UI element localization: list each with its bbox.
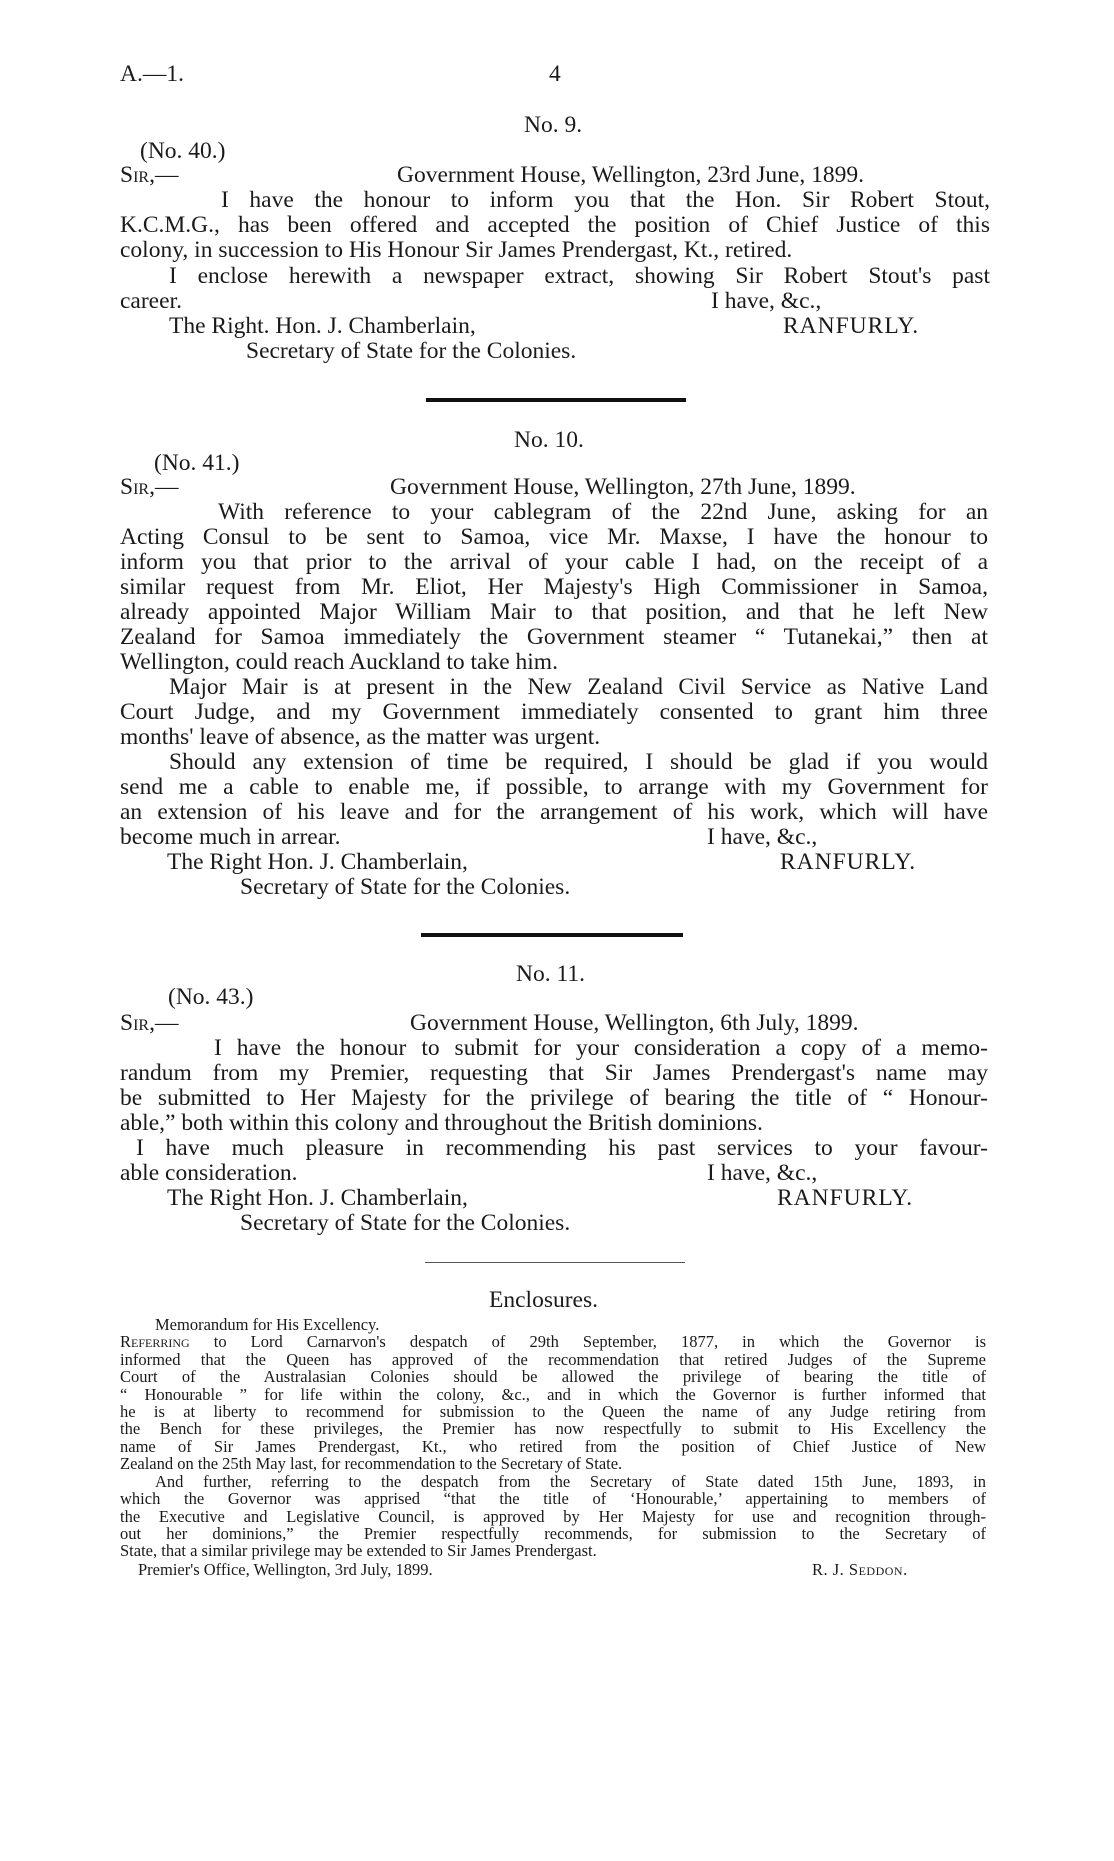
body-line: send me a cable to enable me, if possible, to arrange with my Government for [120,774,988,800]
enclosure-line: Zealand on the 25th May last, for recommendation to the Secretary of State. [120,1454,623,1473]
body-line: With reference to your cablegram of the 22nd June, asking for an [218,499,988,525]
enclosure-line: Referring to Lord Carnarvon's despatch of 29th September, 1877, in which the Governor is [120,1332,986,1351]
enclosure-line: State, that a similar privilege may be extended to Sir James Prendergast. [120,1541,597,1560]
letter-number: No. 10. [514,427,584,453]
body-line: Wellington, could reach Auckland to take him. [120,649,558,675]
body-line: I have the honour to submit for your consideration a copy of a memo- [214,1035,988,1061]
letter-number: No. 11. [516,961,585,987]
body-line: able,” both within this colony and throughout the British dominions. [120,1110,763,1136]
enclosures-heading: Enclosures. [489,1287,598,1313]
letter-ref: (No. 43.) [168,984,254,1010]
enclosure-line: the Executive and Legislative Council, is approved by Her Majesty for use and recognition through- [120,1507,986,1526]
addressee-title: Secretary of State for the Colonies. [240,874,571,900]
section-divider [426,398,686,402]
enclosure-line: Court of the Australasian Colonies should be allowed the privilege of bearing the title of [120,1367,986,1386]
enclosure-line: out her dominions,” the Premier respectfully recommends, for submission to the Secretary of [120,1524,986,1543]
signature: RANFURLY. [777,1185,914,1211]
signature: RANFURLY. [780,849,917,875]
body-line: I have much pleasure in recommending his past services to your favour- [136,1135,988,1161]
series-reference: A.—1. [120,61,184,87]
place-date: Government House, Wellington, 27th June, 1899. [390,474,856,500]
body-line: Acting Consul to be sent to Samoa, vice Mr. Maxse, I have the honour to [120,524,988,550]
enclosure-line: informed that the Queen has approved of the recommendation that retired Judges of the Supreme [120,1350,986,1369]
enclosure-line: name of Sir James Prendergast, Kt., who retired from the position of Chief Justice of New [120,1437,986,1456]
salutation: Sir,— [120,474,179,500]
enclosure-line: And further, referring to the despatch from the Secretary of State dated 15th June, 1893, in [155,1472,986,1491]
body-line: Should any extension of time be required, I should be glad if you would [169,749,988,775]
addressee: The Right Hon. J. Chamberlain, [167,849,468,875]
body-line: months' leave of absence, as the matter was urgent. [120,724,601,750]
salutation: Sir,— [120,162,179,188]
body-line: randum from my Premier, requesting that Sir James Prendergast's name may [120,1060,988,1086]
salutation: Sir,— [120,1010,179,1036]
place-date: Government House, Wellington, 6th July, 1899. [410,1010,859,1036]
enclosure-line: “ Honourable ” for life within the colony, &c., and in which the Governor is further informed that [120,1385,986,1404]
signatory: R. J. Seddon. [812,1560,908,1579]
closing: I have, &c., [707,1160,818,1186]
enclosure-line: which the Governor was apprised “that the title of ‘Honourable,’ appertaining to members of [120,1489,986,1508]
memo-title: Memorandum for His Excellency. [155,1315,380,1334]
body-line: career. [120,288,182,314]
letter-ref: (No. 40.) [140,138,226,164]
letter-number: No. 9. [524,112,583,138]
letter-ref: (No. 41.) [154,450,240,476]
body-line: become much in arrear. [120,824,341,850]
body-line: I enclose herewith a newspaper extract, showing Sir Robert Stout's past [169,263,990,289]
addressee: The Right. Hon. J. Chamberlain, [169,313,476,339]
body-line: Zealand for Samoa immediately the Government steamer “ Tutanekai,” then at [120,624,988,650]
addressee-title: Secretary of State for the Colonies. [240,1210,571,1236]
body-line: an extension of his leave and for the arrangement of his work, which will have [120,799,988,825]
section-divider [421,933,683,937]
body-line: Court Judge, and my Government immediately consented to grant him three [120,699,988,725]
body-line: I have the honour to inform you that the Hon. Sir Robert Stout, [221,187,990,213]
enclosure-lead-word: Referring [120,1332,190,1351]
place-date: Government House, Wellington, 23rd June, 1899. [397,162,864,188]
body-line: inform you that prior to the arrival of your cable I had, on the receipt of a [120,549,988,575]
body-line: be submitted to Her Majesty for the privilege of bearing the title of “ Honour- [120,1085,988,1111]
body-line: able consideration. [120,1160,298,1186]
closing: I have, &c., [707,824,818,850]
body-line: already appointed Major William Mair to that position, and that he left New [120,599,988,625]
addressee: The Right Hon. J. Chamberlain, [167,1185,468,1211]
body-line: similar request from Mr. Eliot, Her Majesty's High Commissioner in Samoa, [120,574,988,600]
body-line: K.C.M.G., has been offered and accepted the position of Chief Justice of this [120,212,990,238]
enclosure-line: he is at liberty to recommend for submission to the Queen the name of any Judge retiring from [120,1402,986,1421]
section-divider [425,1262,685,1263]
page-number: 4 [549,61,561,87]
body-line: colony, in succession to His Honour Sir James Prendergast, Kt., retired. [120,237,793,263]
body-line: Major Mair is at present in the New Zealand Civil Service as Native Land [169,674,988,700]
office-date: Premier's Office, Wellington, 3rd July, 1899. [138,1560,433,1579]
enclosure-line: the Bench for these privileges, the Premier has now respectfully to submit to His Excellency the [120,1419,986,1438]
closing: I have, &c., [711,288,822,314]
signature: RANFURLY. [783,313,920,339]
addressee-title: Secretary of State for the Colonies. [246,338,577,364]
